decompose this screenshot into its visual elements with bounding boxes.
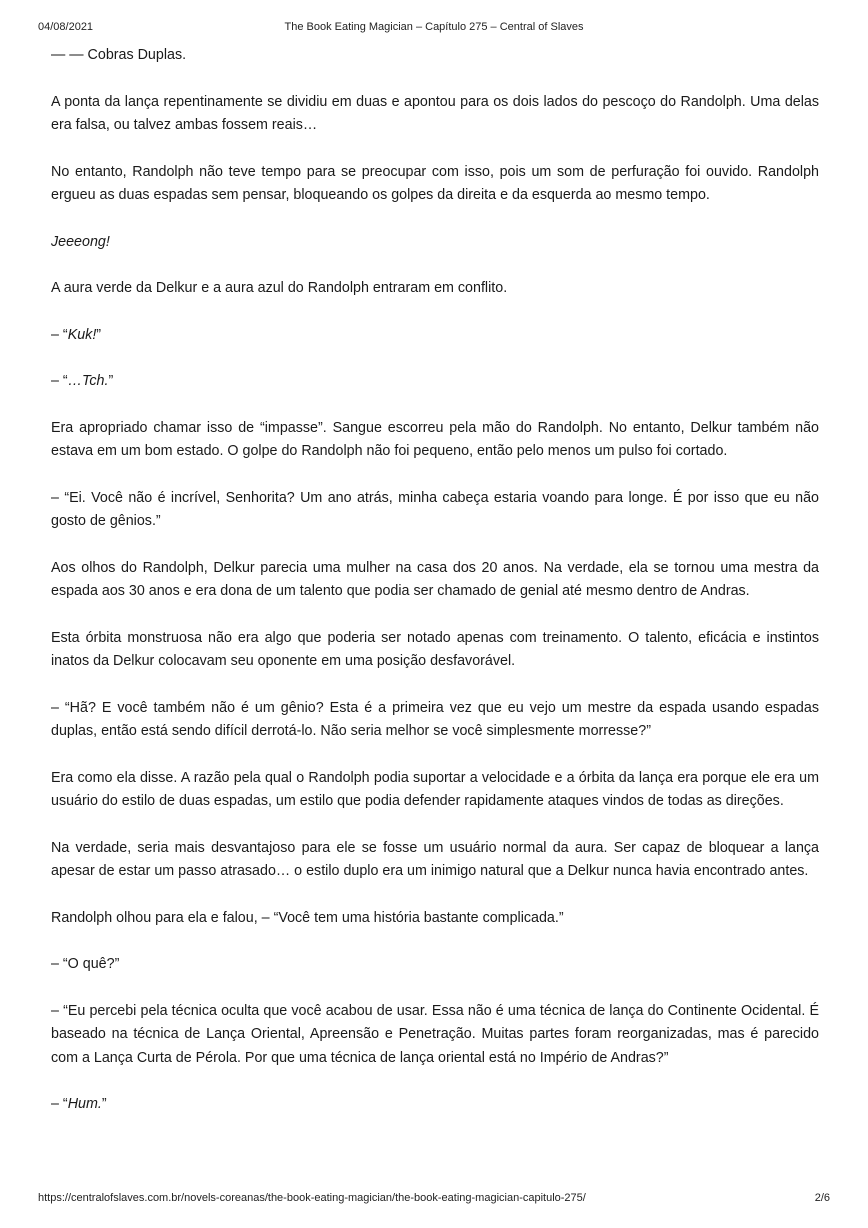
page-number: 2/6	[814, 1192, 830, 1204]
paragraph	[51, 487, 819, 534]
paragraph	[51, 907, 819, 931]
source-url: https://centralofslaves.com.br/novels-coreanas/the-book-eating-magician/the-book-eating-magician-capitulo-275/	[38, 1192, 586, 1204]
emphasis-text: Hum.	[67, 1096, 102, 1112]
paragraph	[51, 697, 819, 744]
text-segment: ”	[101, 1096, 107, 1112]
paragraph	[51, 953, 819, 977]
text-segment: Era como ela disse. A razão pela qual o Randolph podia suportar a velocidade e a órbita da lança era porque ele era um usuário do estilo de duas espadas, um estilo que podia defender rapidamente ataques vindos de todas as direções.	[51, 769, 819, 809]
text-segment: – “O quê?”	[51, 956, 120, 972]
paragraph	[51, 1093, 819, 1117]
paragraph	[51, 44, 819, 68]
print-date: 04/08/2021	[38, 21, 94, 33]
paragraph	[51, 91, 819, 138]
text-segment: ”	[108, 373, 114, 389]
text-segment: – “	[51, 373, 68, 389]
text-segment: — — Cobras Duplas.	[51, 47, 187, 63]
text-segment: – “Hã? E você também não é um gênio? Esta é a primeira vez que eu vejo um mestre da espada usando espadas duplas, então está sendo difícil derrotá-lo. Não seria melhor se você simplesmente morresse?”	[51, 699, 819, 739]
text-segment: Era apropriado chamar isso de “impasse”. Sangue escorreu pela mão do Randolph. No entanto, Delkur também não estava em um bom estado. O golpe do Randolph não foi pequeno, então pelo menos um pulso foi cortado.	[51, 419, 819, 459]
text-segment: Randolph olhou para ela e falou, – “Você tem uma história bastante complicada.”	[51, 909, 564, 926]
text-segment: Na verdade, seria mais desvantajoso para ele se fosse um usuário normal da aura. Ser capaz de bloquear a lança apesar de estar um passo atrasado… o estilo duplo era um inimigo natural que a Delkur nunca havia encontrado antes.	[51, 839, 819, 879]
text-segment: – “	[51, 1096, 68, 1112]
text-segment: Esta órbita monstruosa não era algo que poderia ser notado apenas com treinamento. O talento, eficácia e instintos inatos da Delkur colocavam seu oponente em uma posição desfavorável.	[51, 629, 819, 669]
text-segment: No entanto, Randolph não teve tempo para se preocupar com isso, pois um som de perfuração foi ouvido. Randolph ergueu as duas espadas sem pensar, bloqueando os golpes da direita e da esquerda ao mesmo tempo.	[51, 163, 819, 203]
text-segment: – “Eu percebi pela técnica oculta que você acabou de usar. Essa não é uma técnica de lança do Continente Ocidental. É baseado na técnica de Lança Oriental, Apreensão e Penetração. Muitas partes foram reorganizadas, mas é parecido com a Lança Curta de Pérola. Por que uma técnica de lança oriental está no Império de Andras?”	[51, 1002, 819, 1066]
text-segment: A aura verde da Delkur e a aura azul do Randolph entraram em conflito.	[51, 280, 508, 296]
emphasis-text: …Tch.	[67, 373, 109, 389]
paragraph	[51, 161, 819, 208]
paragraph	[51, 1000, 819, 1071]
paragraph	[51, 417, 819, 464]
text-segment: – “Ei. Você não é incrível, Senhorita? Um ano atrás, minha cabeça estaria voando para longe. É por isso que eu não gosto de gênios.”	[51, 489, 819, 529]
paragraph	[51, 231, 819, 255]
paragraph	[51, 557, 819, 604]
emphasis-text: Jeeeong!	[51, 233, 110, 250]
text-segment: ”	[96, 326, 102, 343]
paragraph	[51, 837, 819, 884]
paragraph	[51, 324, 819, 348]
paragraph	[51, 277, 819, 301]
paragraph	[51, 767, 819, 814]
text-segment: A ponta da lança repentinamente se dividiu em duas e apontou para os dois lados do pescoço do Randolph. Uma delas era falsa, ou talvez ambas fossem reais…	[51, 93, 819, 133]
emphasis-text: Kuk!	[67, 326, 97, 343]
paragraph	[51, 370, 819, 394]
text-segment: Aos olhos do Randolph, Delkur parecia uma mulher na casa dos 20 anos. Na verdade, ela se tornou uma mestra da espada aos 30 anos e era dona de um talento que podia ser chamado de genial até mesmo dentro de Andras.	[51, 559, 819, 599]
page-header-title: The Book Eating Magician – Capítulo 275 – Central of Slaves	[284, 21, 584, 33]
chapter-text	[51, 44, 819, 1117]
text-segment: – “	[51, 326, 68, 343]
paragraph	[51, 627, 819, 674]
